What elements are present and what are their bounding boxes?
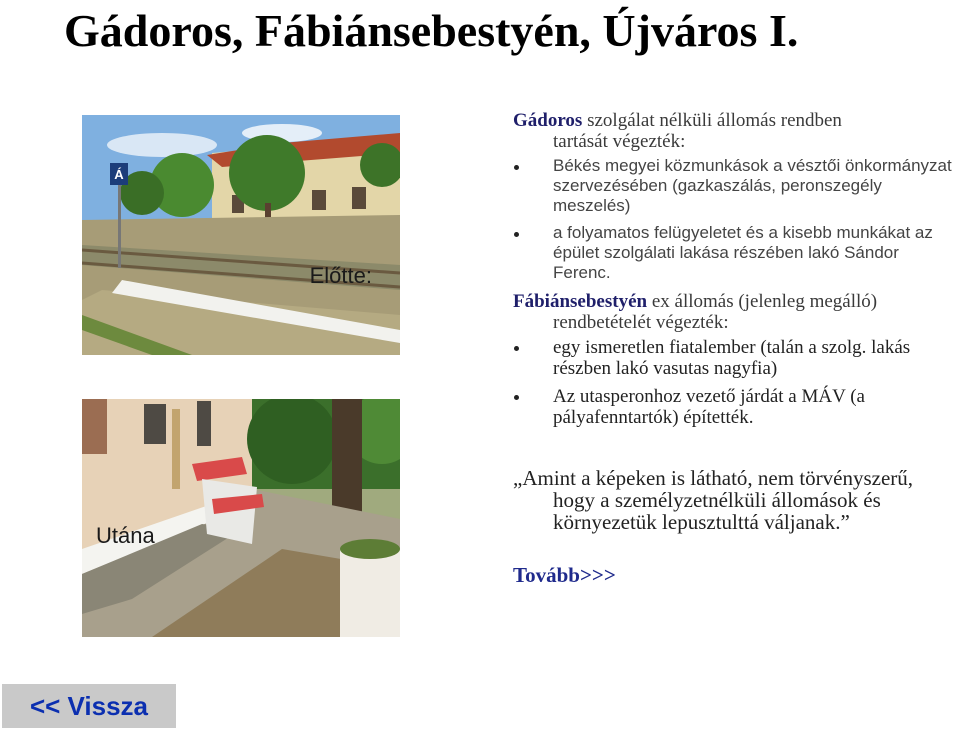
svg-text:Á: Á xyxy=(114,167,124,182)
fabian-intro-a: ex állomás (jelenleg megálló) xyxy=(647,291,878,312)
gadoros-intro-b: tartását végezték: xyxy=(553,131,686,152)
list-item: Az utasperonhoz vezető járdát a MÁV (a pályafenntartók) építették. xyxy=(513,386,958,428)
quote xyxy=(513,467,958,533)
page-title: Gádoros, Fábiánsebestyén, Újváros I. xyxy=(64,5,799,56)
list-item: a folyamatos felügyeletet és a kisebb munkákat az épület szolgálati lakása részében lakó Sándor Ferenc. xyxy=(513,223,958,283)
gadoros-intro xyxy=(513,110,958,152)
photo-after xyxy=(82,399,400,637)
quote-line-2: hogy a személyzetnélküli állomások és xyxy=(553,488,881,512)
photo-after-caption: Utána xyxy=(96,523,155,548)
fabian-intro-b: rendbetételét végezték: xyxy=(553,312,729,333)
fabian-list xyxy=(513,337,958,428)
photo-before-caption: Előtte: xyxy=(309,263,372,288)
gadoros-list xyxy=(513,156,958,283)
list-item: egy ismeretlen fiatalember (talán a szolg. lakás részben lakó vasutas nagyfia) xyxy=(513,337,958,379)
photo-before xyxy=(82,115,400,355)
back-button[interactable]: << Vissza xyxy=(2,684,176,728)
next-link[interactable]: Tovább>>> xyxy=(513,563,616,587)
gadoros-intro-a: szolgálat nélküli állomás rendben xyxy=(582,110,842,131)
description-column xyxy=(513,110,958,436)
gadoros-name: Gádoros xyxy=(513,110,583,131)
fabian-intro xyxy=(513,291,958,333)
quote-line-1: „Amint a képeken is látható, nem törvényszerű, xyxy=(513,466,914,490)
fabian-name: Fábiánsebestyén xyxy=(513,291,648,312)
list-item: Békés megyei közmunkások a vésztői önkormányzat szervezésében (gazkaszálás, peronszegély meszelés) xyxy=(513,156,958,216)
quote-line-3: környezetük lepusztulttá váljanak.” xyxy=(553,510,850,534)
